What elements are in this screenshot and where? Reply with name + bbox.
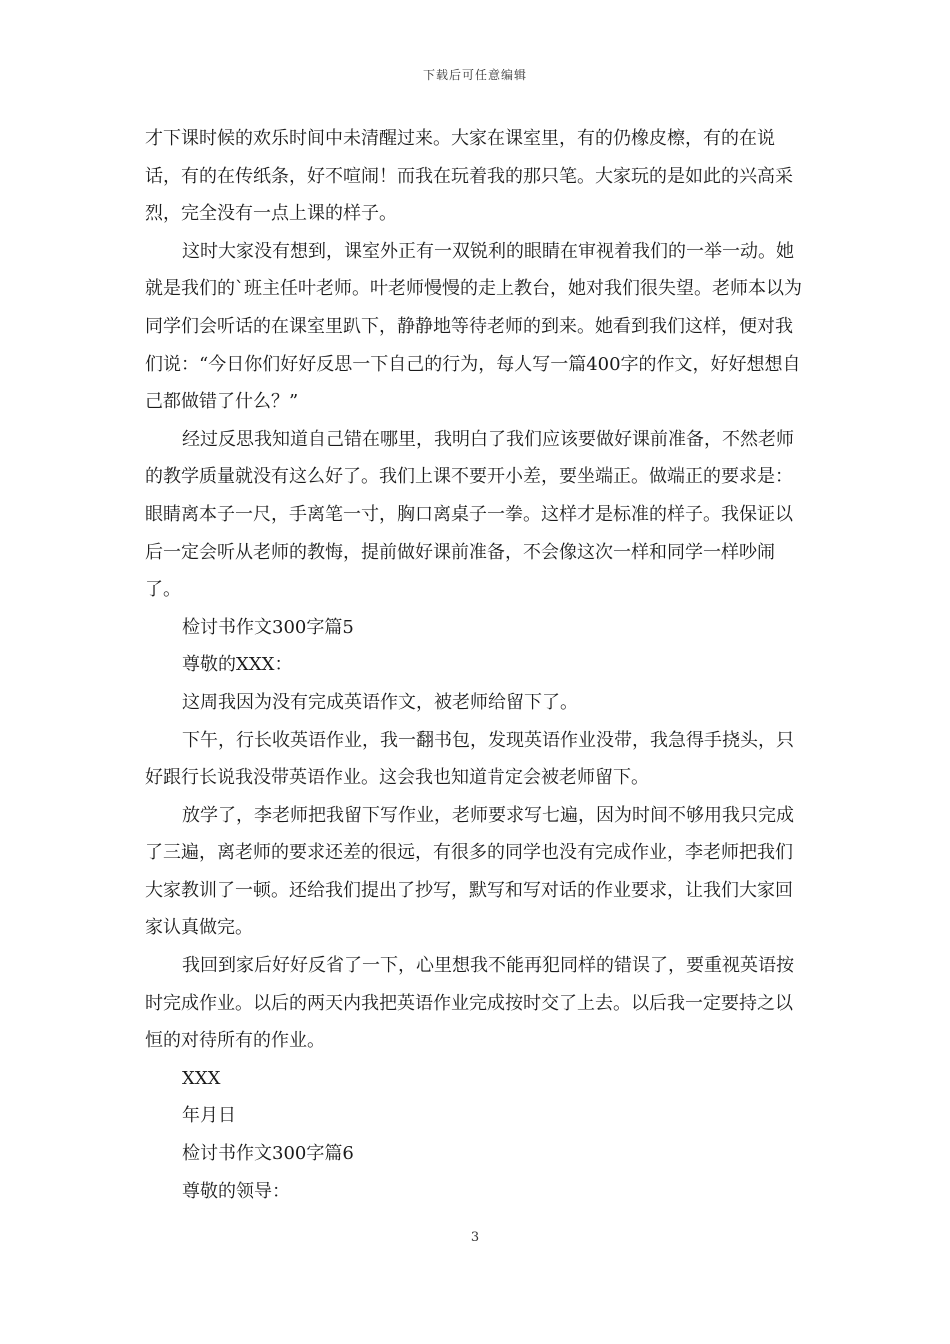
page-number: 3 bbox=[470, 1230, 480, 1245]
document-body bbox=[145, 120, 810, 1210]
paragraph: 这时大家没有想到，课室外正有一双锐利的眼睛在审视着我们的一举一动。她就是我们的`班主任叶老师。叶老师慢慢的走上教台，她对我们很失望。老师本以为同学们会听话的在课室里趴下，静静地等待老师的到来。她看到我们这样，便对我们说：“今日你们好好反思一下自己的行为，每人写一篇400字的作文，好好想想自己都做错了什么？” bbox=[145, 240, 802, 413]
page-header: 下载后可任意编辑 bbox=[422, 68, 527, 82]
paragraph: 才下课时候的欢乐时间中未清醒过来。大家在课室里，有的仍橡皮檫，有的在说话，有的在传纸条，好不喧闹！而我在玩着我的那只笔。大家玩的是如此的兴高采烈，完全没有一点上课的样子。 bbox=[145, 128, 793, 225]
paragraph: 放学了，李老师把我留下写作业，老师要求写七遍，因为时间不够用我只完成了三遍，离老师的要求还差的很远，有很多的同学也没有完成作业，李老师把我们大家教训了一顿。还给我们提出了抄写，默写和写对话的作业要求，让我们大家回家认真做完。 bbox=[145, 804, 794, 939]
signature: XXX bbox=[182, 1067, 221, 1089]
salutation: 尊敬的领导： bbox=[182, 1180, 290, 1202]
paragraph: 我回到家后好好反省了一下，心里想我不能再犯同样的错误了，要重视英语按时完成作业。以后的两天内我把英语作业完成按时交了上去。以后我一定要持之以恒的对待所有的作业。 bbox=[145, 955, 794, 1052]
salutation: 尊敬的XXX： bbox=[182, 654, 293, 676]
paragraph: 经过反思我知道自己错在哪里，我明白了我们应该要做好课前准备，不然老师的教学质量就没有这么好了。我们上课不要开小差，要坐端正。做端正的要求是：眼睛离本子一尺，手离笔一寸，胸口离桌子一拳。这样才是标准的样子。我保证以后一定会听从老师的教悔，提前做好课前准备，不会像这次一样和同学一样吵闹了。 bbox=[145, 428, 794, 601]
section-heading: 检讨书作文300字篇6 bbox=[182, 1143, 354, 1165]
paragraph: 这周我因为没有完成英语作文，被老师给留下了。 bbox=[182, 691, 578, 713]
section-heading: 检讨书作文300字篇5 bbox=[182, 616, 354, 638]
date-line: 年月日 bbox=[182, 1105, 236, 1127]
paragraph: 下午，行长收英语作业，我一翻书包，发现英语作业没带，我急得手挠头，只好跟行长说我没带英语作业。这会我也知道肯定会被老师留下。 bbox=[145, 729, 794, 789]
